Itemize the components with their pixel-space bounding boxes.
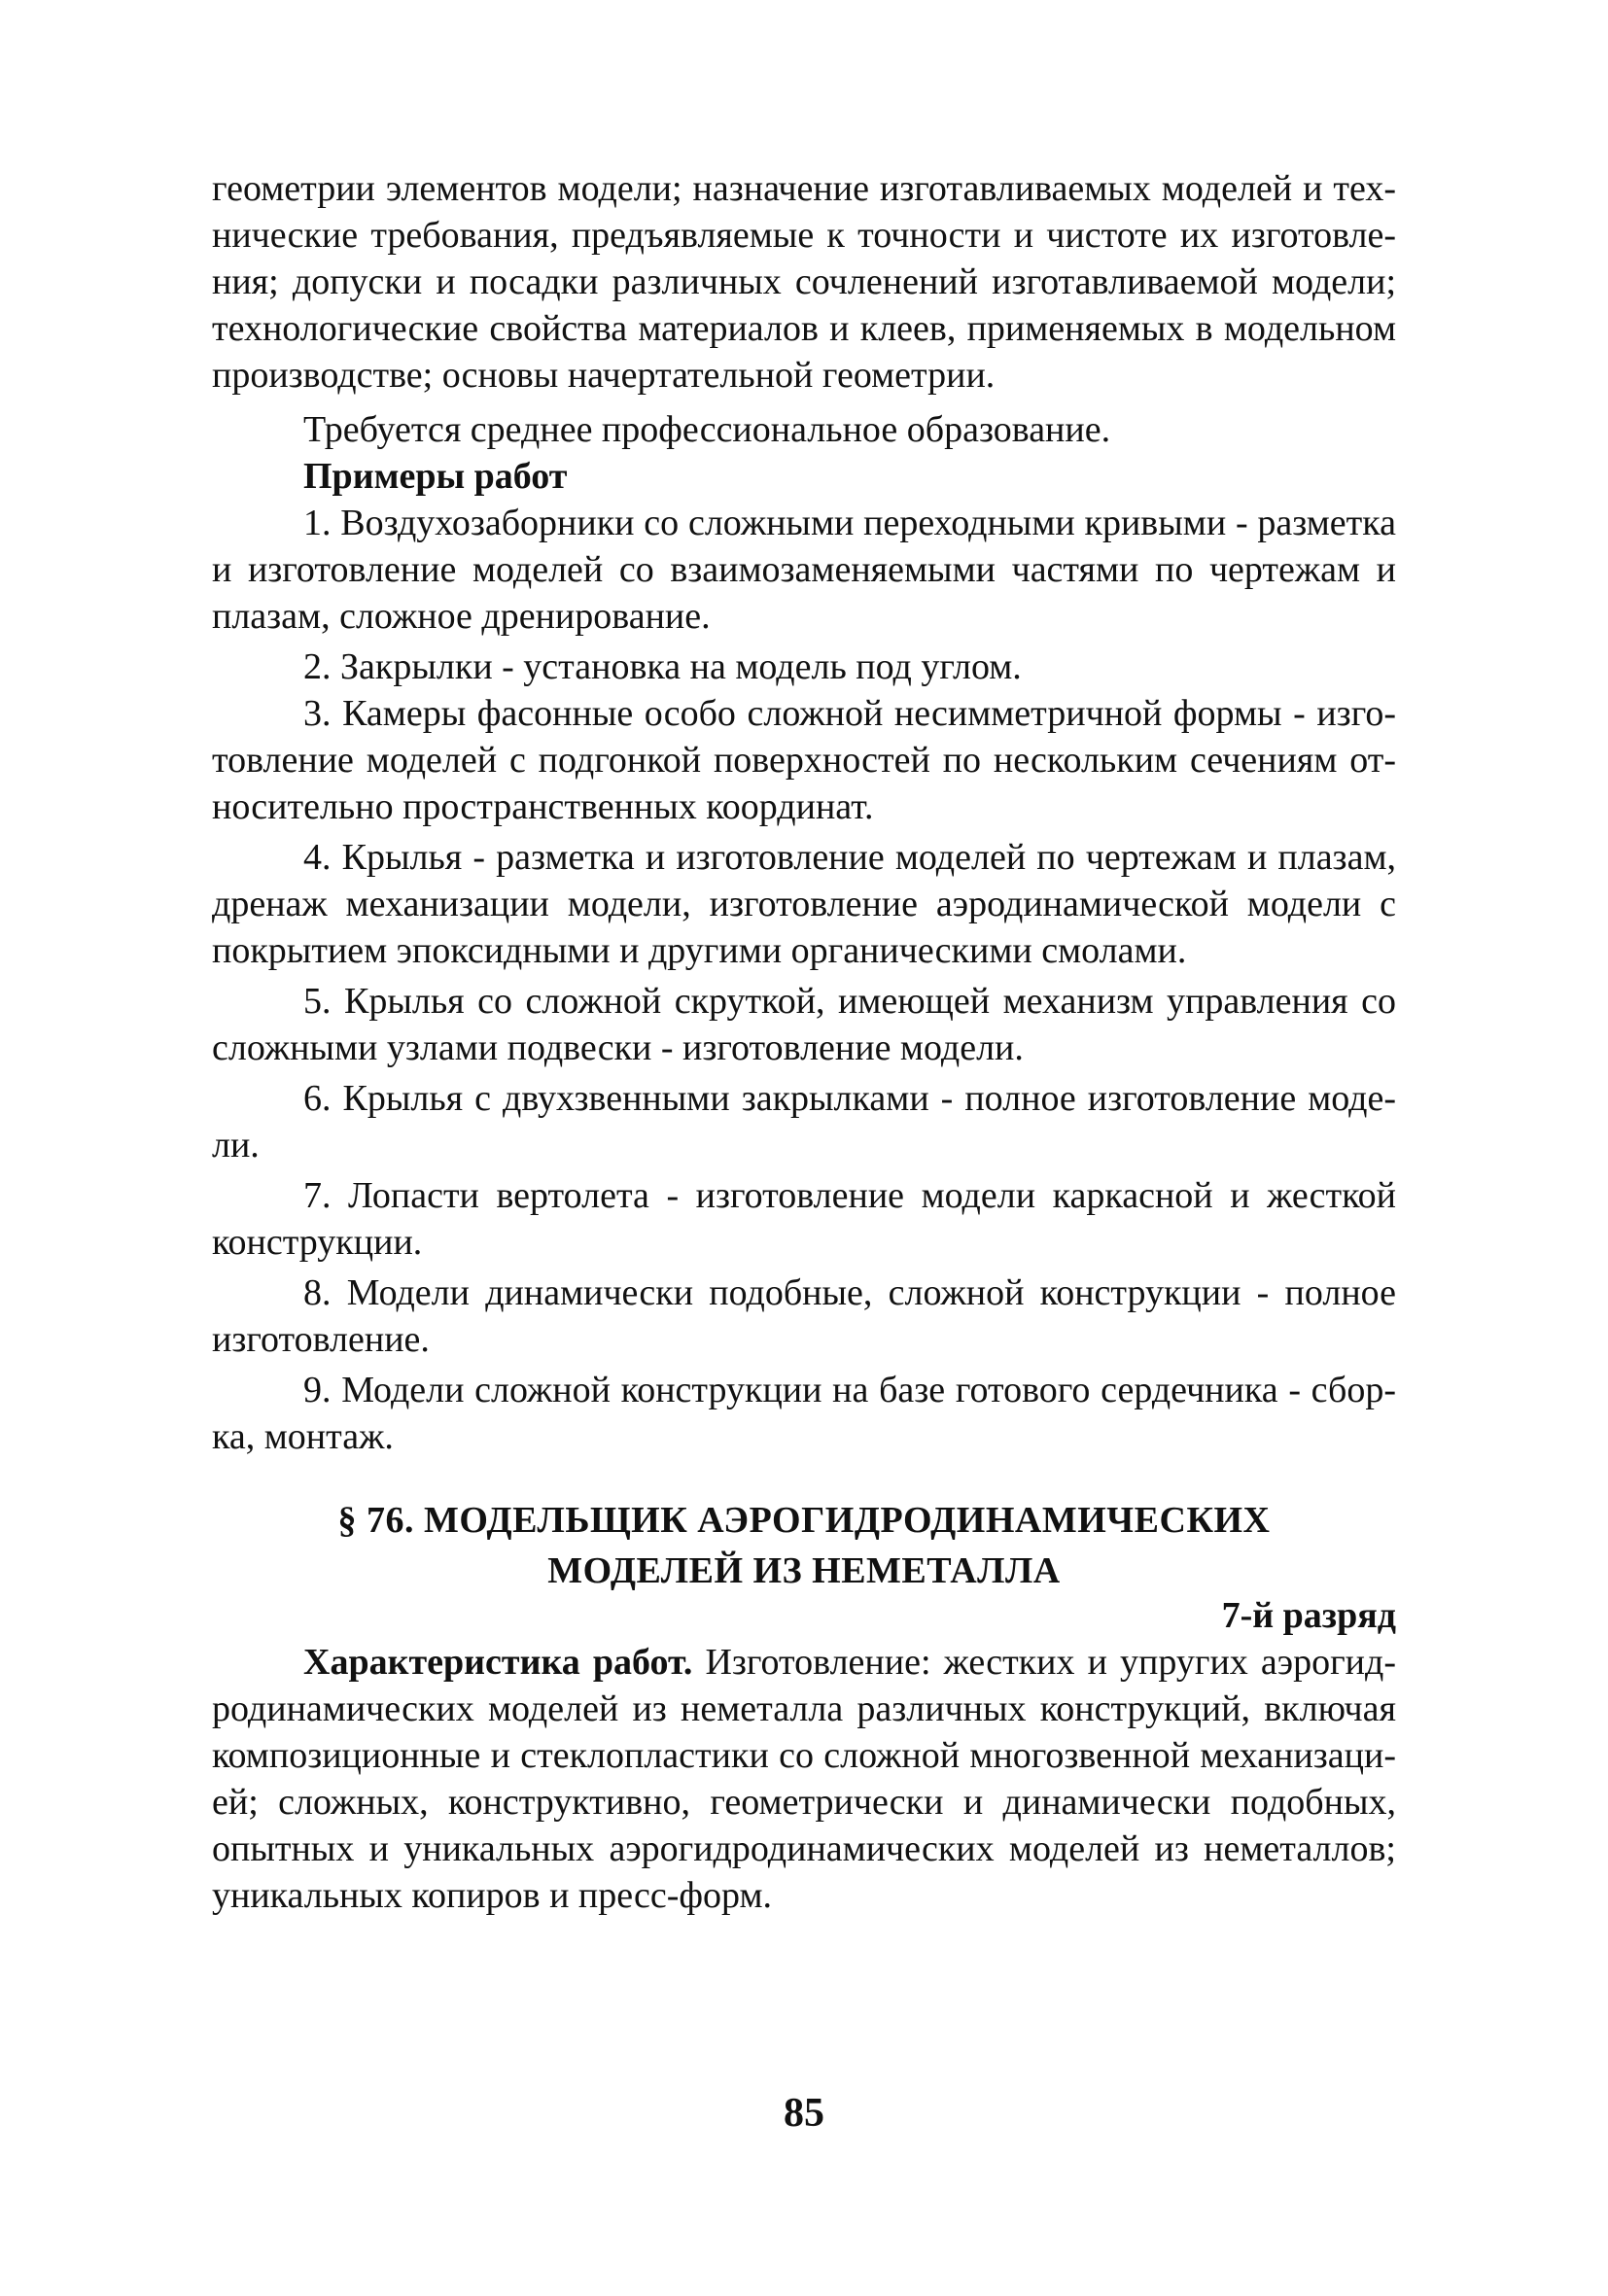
text-line: нические требования, предъявляемые к точности и чистоте их изготовле- [212,215,1396,256]
list-item-7-line: 7. Лопасти вертолета - изготовление модели каркасной и жесткой [303,1175,1396,1216]
list-item-4-line: дренаж механизации модели, изготовление аэродинамической модели с [212,884,1396,924]
text-line: геометрии элементов модели; назначение изготавливаемых моделей и тех- [212,168,1396,209]
characteristic-label: Характеристика работ. [303,1642,693,1683]
list-item-9-line: 9. Модели сложной конструкции на базе готового сердечника - сбор- [303,1370,1396,1410]
list-item-6-line: 6. Крылья с двухзвенными закрылками - полное изготовление моде- [303,1078,1396,1119]
text-line: Требуется среднее профессиональное образование. [303,409,1111,450]
list-item-7-line: конструкции. [212,1222,423,1263]
heading-text: Примеры работ [303,456,568,497]
text-line: родинамических моделей из неметалла различных конструкций, включая [212,1688,1396,1729]
list-item-1-line: 1. Воздухозаборники со сложными переходными кривыми - разметка [303,503,1396,543]
list-item-8-line: 8. Модели динамически подобные, сложной конструкции - полное [303,1272,1396,1313]
text-line: уникальных копиров и пресс-форм. [212,1875,773,1916]
list-item-1-line: плазам, сложное дренирование. [212,596,711,637]
list-item-5-line: 5. Крылья со сложной скруткой, имеющей механизм управления со [303,981,1396,1022]
list-item-5-line: сложными узлами подвески - изготовление модели. [212,1027,1024,1068]
text-line: опытных и уникальных аэрогидродинамических моделей из неметаллов; [212,1828,1396,1869]
list-item-4-line: покрытием эпоксидными и другими органическими смолами. [212,930,1187,971]
list-item-6-line: ли. [212,1125,260,1165]
section-title-line-2: МОДЕЛЕЙ ИЗ НЕМЕТАЛЛА [547,1550,1061,1591]
section-title-line-1: § 76. МОДЕЛЬЩИК АЭРОГИДРОДИНАМИЧЕСКИХ [337,1500,1271,1541]
list-item-8-line: изготовление. [212,1319,430,1360]
page-number: 85 [784,2091,824,2136]
list-item-9-line: ка, монтаж. [212,1416,394,1457]
list-item-3-line: носительно пространственных координат. [212,786,874,827]
list-item-1-line: и изготовление моделей со взаимозаменяемыми частями по чертежам и [212,549,1396,590]
text-line: ей; сложных, конструктивно, геометрически и динамически подобных, [212,1782,1396,1823]
list-item-3-line: 3. Камеры фасонные особо сложной несимметричной формы - изго- [303,693,1396,734]
text-line: производстве; основы начертательной геометрии. [212,355,996,396]
text-line: ния; допуски и посадки различных сочленений изготавливаемой модели; [212,261,1396,302]
list-item-4-line: 4. Крылья - разметка и изготовление моделей по чертежам и плазам, [303,837,1396,878]
text-line: композиционные и стеклопластики со сложной многозвенной механизаци- [212,1735,1396,1776]
text-line: технологические свойства материалов и клеев, применяемых в модельном [212,308,1396,349]
list-item-2-line: 2. Закрылки - установка на модель под углом. [303,646,1022,687]
text-line [303,1639,1396,1686]
list-item-3-line: товление моделей с подгонкой поверхностей по нескольким сечениям от- [212,740,1396,781]
characteristic-text: Изготовление: жестких и упругих аэрогид- [692,1642,1396,1683]
grade-label: 7-й разряд [1221,1595,1396,1636]
